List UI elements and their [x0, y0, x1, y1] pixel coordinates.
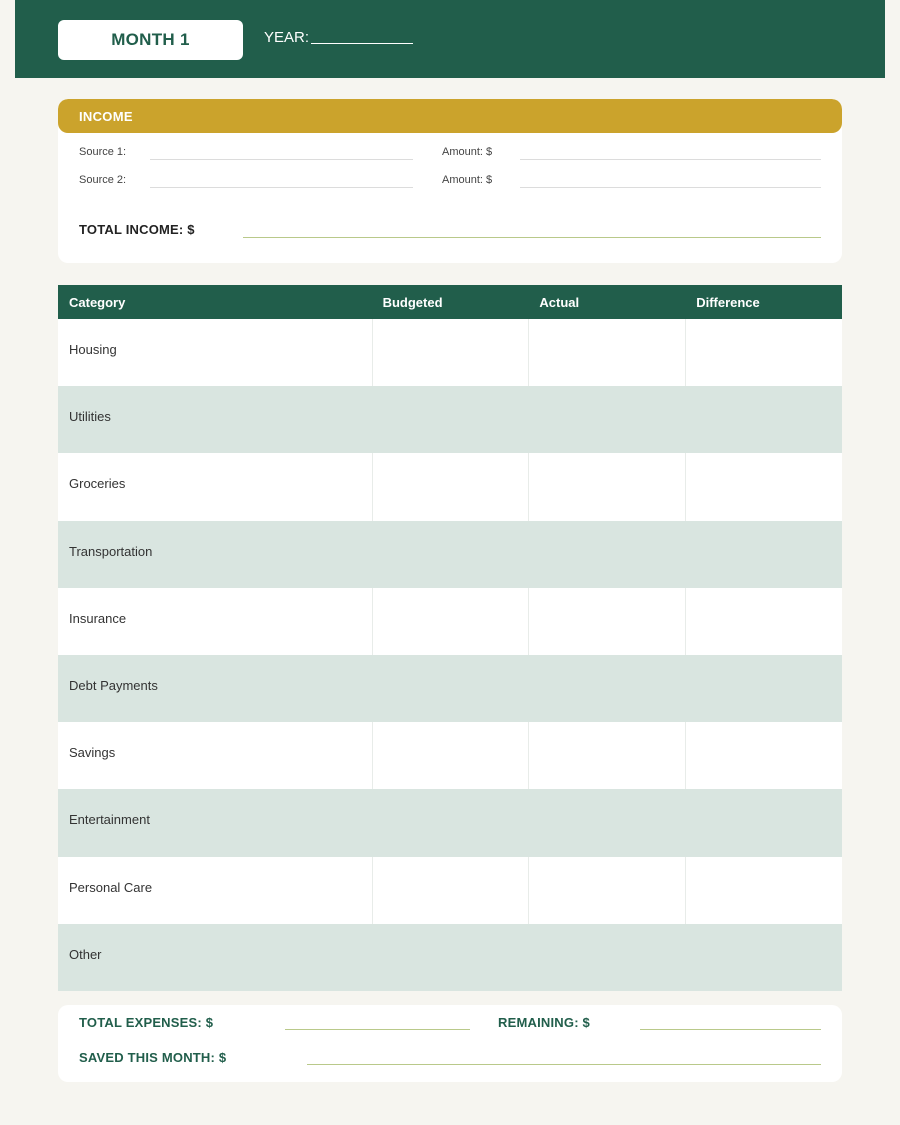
table-row	[58, 789, 842, 856]
category-cell: Savings	[69, 745, 116, 761]
actual-cell[interactable]	[528, 319, 685, 386]
category-cell: Other	[69, 946, 102, 962]
category-cell: Groceries	[69, 476, 126, 492]
table-row	[58, 521, 842, 588]
table-row	[58, 655, 842, 722]
income-header	[58, 99, 842, 133]
total-expenses-input-line[interactable]	[285, 1029, 470, 1030]
difference-cell[interactable]	[685, 924, 842, 991]
budgeted-cell[interactable]	[372, 655, 529, 722]
actual-cell[interactable]	[528, 789, 685, 856]
remaining-input-line[interactable]	[640, 1029, 821, 1030]
difference-cell[interactable]	[685, 521, 842, 588]
source-2-input-line[interactable]	[150, 187, 413, 188]
header-category: Category	[69, 294, 126, 310]
year-label: YEAR:	[264, 29, 310, 46]
difference-cell[interactable]	[685, 722, 842, 789]
saved-this-month-input-line[interactable]	[307, 1064, 821, 1065]
actual-cell[interactable]	[528, 722, 685, 789]
actual-cell[interactable]	[528, 857, 685, 924]
category-cell: Debt Payments	[69, 677, 158, 693]
amount-1-label: Amount: $	[442, 146, 493, 158]
budgeted-cell[interactable]	[372, 319, 529, 386]
difference-cell[interactable]	[685, 655, 842, 722]
actual-cell[interactable]	[528, 453, 685, 520]
budgeted-cell[interactable]	[372, 857, 529, 924]
difference-cell[interactable]	[685, 588, 842, 655]
total-expenses-label: TOTAL EXPENSES: $	[79, 1015, 214, 1030]
total-income-label: TOTAL INCOME: $	[79, 222, 195, 237]
table-row	[58, 924, 842, 991]
source-1-label: Source 1:	[79, 146, 127, 158]
category-cell: Insurance	[69, 610, 127, 626]
actual-cell[interactable]	[528, 924, 685, 991]
source-2-label: Source 2:	[79, 174, 127, 186]
table-row	[58, 319, 842, 386]
header-banner	[15, 0, 885, 78]
difference-cell[interactable]	[685, 789, 842, 856]
expense-table	[58, 285, 842, 991]
budgeted-cell[interactable]	[372, 386, 529, 453]
difference-cell[interactable]	[685, 386, 842, 453]
table-row	[58, 857, 842, 924]
category-cell: Transportation	[69, 543, 153, 559]
amount-1-input-line[interactable]	[520, 159, 821, 160]
remaining-label: REMAINING: $	[498, 1015, 590, 1030]
category-cell: Utilities	[69, 409, 111, 425]
actual-cell[interactable]	[528, 588, 685, 655]
table-row	[58, 588, 842, 655]
actual-cell[interactable]	[528, 655, 685, 722]
difference-cell[interactable]	[685, 453, 842, 520]
amount-2-label: Amount: $	[442, 174, 493, 186]
income-card	[58, 99, 842, 263]
budgeted-cell[interactable]	[372, 789, 529, 856]
header-difference: Difference	[696, 294, 760, 310]
table-header	[58, 285, 842, 319]
budgeted-cell[interactable]	[372, 453, 529, 520]
income-title: INCOME	[79, 108, 133, 124]
saved-this-month-label: SAVED THIS MONTH: $	[79, 1050, 227, 1065]
table-row	[58, 386, 842, 453]
amount-2-input-line[interactable]	[520, 187, 821, 188]
difference-cell[interactable]	[685, 857, 842, 924]
budgeted-cell[interactable]	[372, 722, 529, 789]
category-cell: Housing	[69, 342, 117, 357]
budgeted-cell[interactable]	[372, 588, 529, 655]
table-row	[58, 722, 842, 789]
month-label-box	[58, 20, 243, 60]
difference-cell[interactable]	[685, 319, 842, 386]
budgeted-cell[interactable]	[372, 924, 529, 991]
table-row	[58, 453, 842, 520]
category-cell: Personal Care	[69, 879, 153, 895]
header-budgeted: Budgeted	[382, 294, 443, 310]
budgeted-cell[interactable]	[372, 521, 529, 588]
summary-card	[58, 1005, 842, 1082]
actual-cell[interactable]	[528, 521, 685, 588]
actual-cell[interactable]	[528, 386, 685, 453]
total-income-input-line[interactable]	[243, 237, 821, 238]
source-1-input-line[interactable]	[150, 159, 413, 160]
category-cell: Entertainment	[69, 812, 150, 828]
header-actual: Actual	[539, 294, 580, 310]
month-label: MONTH 1	[111, 30, 190, 49]
year-input-line[interactable]	[311, 43, 413, 44]
